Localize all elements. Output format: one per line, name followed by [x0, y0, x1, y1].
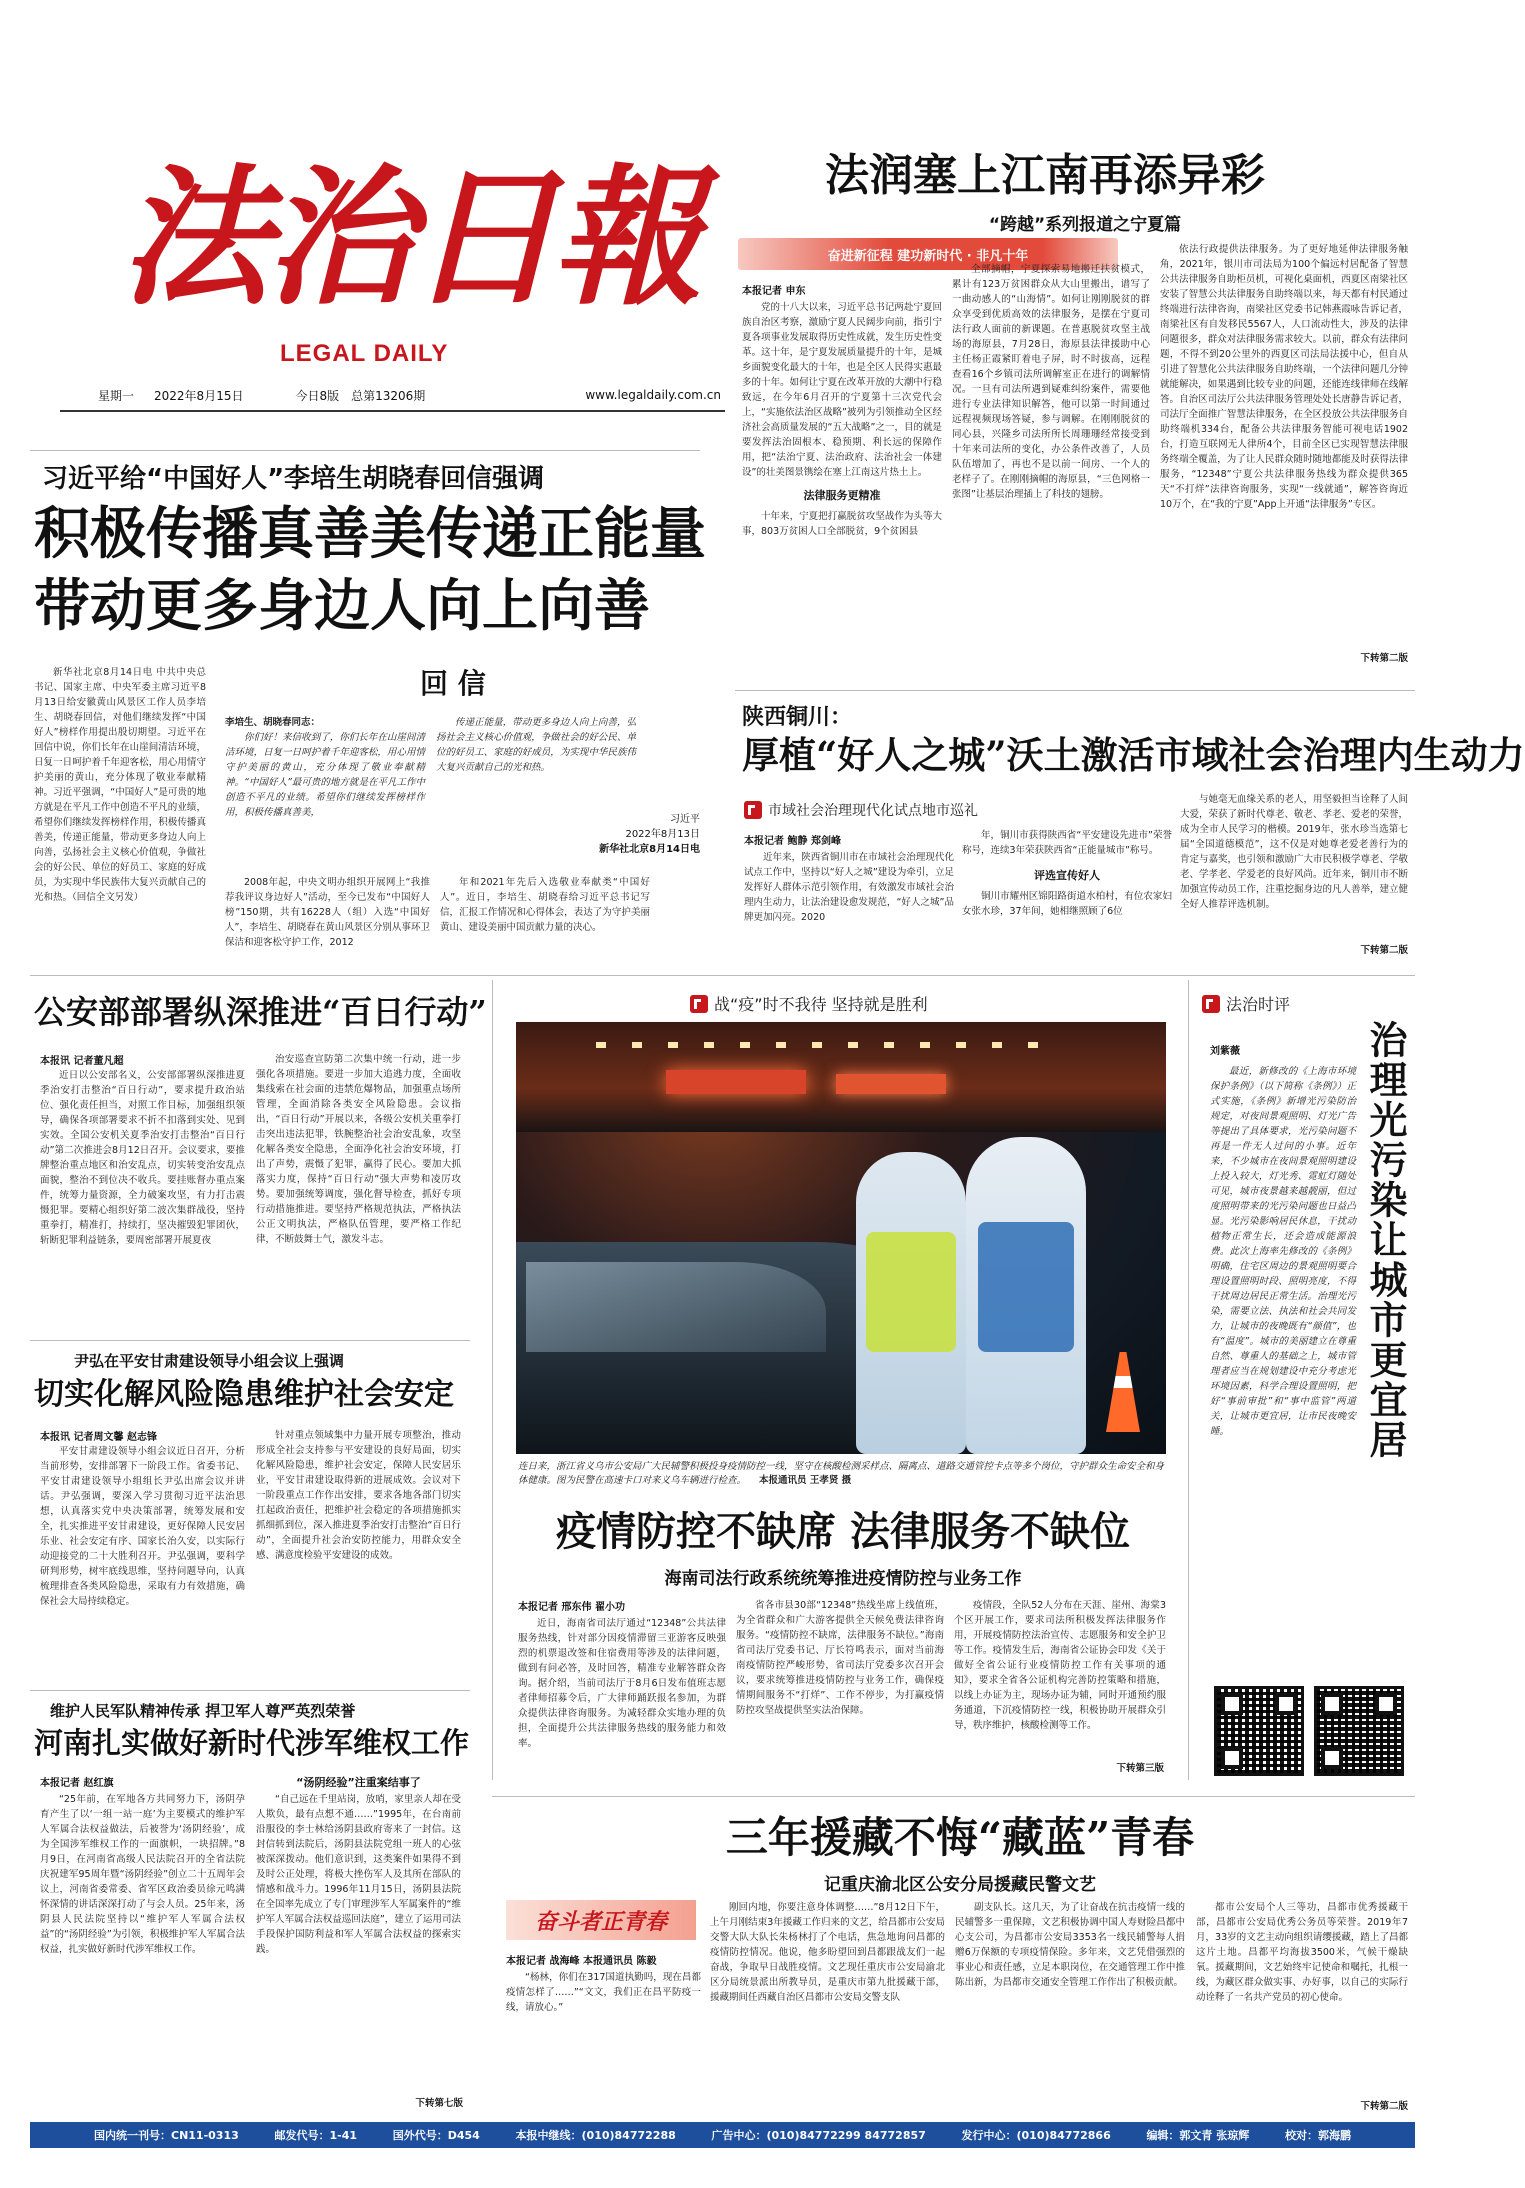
section-mark-icon	[744, 801, 762, 819]
covid-col-2-text: 省各市县30部“12348”热线坐席上线值班，为全省群众和广大游客提供全天候免费法律咨询服务。“疫情防控不缺席，法律服务不缺位。”海南省司法厅党委书记、厅长符鸣表示，面对当前海南疫情防控严峻形势，省司法厅党委多次召开会议，要求统筹推进疫情防控与业务工作，确保疫情期间服务不“打烊”、工作不停步，为打赢疫情防控攻坚战提供坚实法治保障。	[736, 1600, 944, 1716]
tibet-col-2	[710, 1900, 945, 2120]
divider	[30, 1690, 470, 1691]
gansu-col-2-text: 针对重点领域集中力量开展专项整治，推动形成全社会支持参与平安建设的良好局面，切实化解风险隐患，维护社会安定，保障人民安居乐业，平安甘肃建设取得新的进展成效。会议对下一阶段重点工作作出安排，要求各地各部门切实扛起政治责任，把维护社会稳定的各项措施抓实抓细抓到位，深入推进夏季治安打击整治“百日行动”，全面提升社会治安防控能力，用群众安全感、满意度检验平安建设的成效。	[256, 1430, 461, 1561]
issue-number: 总第13206期	[351, 388, 426, 403]
letter-signer: 习近平	[670, 814, 700, 825]
masthead	[30, 130, 730, 420]
xi-col-1	[34, 665, 206, 955]
issue-date: 2022年8月15日	[154, 388, 244, 403]
commentary-byline: 刘紫薇	[1210, 1046, 1240, 1057]
covid-col-2	[736, 1598, 944, 1766]
military-byline: 本报记者 赵红旗	[40, 1778, 114, 1789]
military-col-2	[256, 1792, 461, 2092]
covid-section-label: 战“疫”时不我待 坚持就是胜利	[714, 995, 928, 1014]
tibet-col-1-text: “杨林，你们在317国道执勤吗，现在昌都疫情怎样了……”“文文，我们正在昌平防疫一线，请放心。”	[506, 1972, 701, 2013]
photo-car-window	[526, 1262, 826, 1352]
qr-finder	[1321, 1693, 1343, 1715]
ningxia-continued: 下转第二版	[1360, 653, 1408, 664]
shaanxi-col-2-text-b: 铜川市耀州区锦阳路街道水柏村，有位农家妇女张水珍，37年间，她相继照顾了6位	[962, 891, 1172, 917]
ningxia-subhead: “跨越”系列报道之宁夏篇	[988, 215, 1182, 235]
ningxia-col-3	[1160, 242, 1408, 647]
gansu-byline: 本报讯 记者周文馨 赵志锋	[40, 1432, 157, 1443]
ningxia-col-2-text: 全部摘帽，宁夏探索易地搬迁扶贫模式，累计有123万贫困群众从大山里搬出，谱写了一曲动感人的“山海情”。如何让刚刚脱贫的群众享受到优质高效的法律服务，是摆在宁夏司法行政人面前的新课题。在普惠脱贫攻坚主战场的海原县，7月28日，海原县法律援助中心主任杨正霞紧盯着电子屏，时不时拔高，远程查看16个乡镇司法所调解室正在进行的调解情况。一旦有司法所遇到疑难纠纷案件，需要他进行专业法律知识解答，他可以第一时间通过远程视频现场答疑，参与调解。在刚刚脱贫的同心县，兴隆乡司法所所长周珊珊经常接受到十年来司法所的变化，办公条件改善了，人员队伍增加了，再也不是以前一间房、一个人的老样子了。在刚刚摘帽的海原县，“三色网格一张图”让基层治理插上了科技的翅膀。	[952, 264, 1150, 500]
divider	[30, 450, 700, 451]
gansu-col-1	[40, 1444, 245, 1684]
footer-postal-code: 邮发代号：1-41	[274, 2129, 358, 2142]
covid-col-1	[518, 1616, 726, 1766]
ningxia-col-2	[952, 262, 1150, 662]
shaanxi-col-1-text: 近年来，陕西省铜川市在市域社会治理现代化试点工作中，坚持以“好人之城”建设为牵引，立足发挥好人群体示范引领作用，有效激发市域社会治理内生动力，让法治建设愈发规范，“好人之城”品牌更加闪亮。2020	[744, 852, 954, 923]
footer-main-line: 本报中继线：(010)84772288	[515, 2129, 676, 2142]
letter-body-2: 传递正能量，带动更多身边人向上向善，弘扬社会主义核心价值观，争做社会的好公民、单位的好员工、家庭的好成员，为实现中华民族伟大复兴贡献自己的光和热。	[436, 717, 636, 773]
military-headline: 河南扎实做好新时代涉军维权工作	[34, 1726, 470, 1760]
ningxia-byline: 本报记者 申东	[742, 286, 806, 297]
xi-headline-line2: 带动更多身边人向上向善	[34, 573, 650, 639]
tibet-col-2-text: 刚回内地，你要注意身体调整……”8月12日下午，上午月刚结束3年援藏工作归来的文艺，给昌都市公安局交警大队大队长朱杨林打了个电话，焦急地询问昌都的疫情防控情况。他说，他多盼望回到昌都跟战友们一起奋战，争取早日战胜疫情。文艺现任重庆市公安局渝北区分局统景派出所教导员，是重庆市第九批援藏干部，援藏期间任西藏自治区昌都市公安局交警支队	[710, 1902, 945, 2003]
divider	[30, 1340, 470, 1341]
letter-source: 新华社北京8月14日电	[599, 844, 700, 855]
shaanxi-col-1	[744, 850, 954, 950]
masthead-info-line	[60, 382, 725, 408]
ningxia-col-1	[742, 300, 942, 610]
police-byline: 本报讯 记者董凡超	[40, 1056, 124, 1067]
photo-sign-right	[836, 1074, 946, 1094]
footer-cn-number: 国内统一刊号：CN11-0313	[94, 2129, 239, 2142]
shaanxi-byline: 本报记者 鲍静 郑剑峰	[744, 836, 841, 847]
letter-greeting: 李培生、胡晓春同志：	[225, 717, 321, 728]
shaanxi-kicker: 陕西铜川：	[742, 705, 853, 730]
footer-bar	[30, 2122, 1415, 2148]
xi-kicker: 习近平给“中国好人”李培生胡晓春回信强调	[42, 464, 545, 494]
tibet-banner	[506, 1900, 696, 1940]
section-mark-icon	[690, 995, 708, 1013]
vertical-divider-right	[1188, 980, 1189, 1780]
footer-distribution: 发行中心：(010)84772866	[961, 2129, 1111, 2142]
police-headline: 公安部部署纵深推进“百日行动”	[34, 993, 487, 1031]
gansu-kicker: 尹弘在平安甘肃建设领导小组会议上强调	[74, 1352, 345, 1370]
section-mark-icon	[1202, 995, 1220, 1013]
masthead-english: LEGAL DAILY	[280, 340, 449, 367]
photo-sign-left	[666, 1070, 806, 1094]
masthead-divider	[60, 410, 725, 412]
covid-subhead: 海南司法行政系统统筹推进疫情防控与业务工作	[664, 1569, 1022, 1589]
xi-headline-line1: 积极传播真善美传递正能量	[34, 501, 706, 567]
tibet-col-3-text: 副支队长。这几天，为了让奋战在抗击疫情一线的民辅警多一重保障，文艺积极协调中国人寿财险昌都中心支公司，为昌都市公安局3353名一线民辅警每人捐赠6万保额的专项疫情保险。多年来，文艺凭借强烈的事业心和责任感，立足本职岗位，在交通管理工作中推陈出新，为昌都市交通安全管理工作作出了积极贡献。	[955, 1902, 1185, 1988]
letter-body: 你们好！来信收到了，你们长年在山崖间清洁环境，日复一日呵护着千年迎客松，用心用情守护美丽的黄山，充分体现了敬业奉献精神。“中国好人”最可贵的地方就是在平凡工作中创造不平凡的业绩。希望你们继续发挥榜样作用，积极传播真善美，	[225, 732, 425, 818]
commentary-section	[1202, 992, 1290, 1015]
tibet-col-4-text: 都市公安局个人三等功，昌都市优秀援藏干部，昌都市公安局优秀公务员等荣誉。2019年7月，33岁的文艺主动向组织请缨援藏，踏上了昌都这片土地。昌都平均海拔3500米，气候干燥缺氧。援藏期间，文艺始终牢记使命和嘱托，扎根一线，为藏区群众做实事、办好事，以自己的实际行动诠释了一名共产党员的初心使命。	[1196, 1902, 1408, 2003]
xi-col-1-text: 新华社北京8月14日电 中共中央总书记、国家主席、中央军委主席习近平8月13日给安徽黄山风景区工作人员李培生、胡晓春回信，对他们继续发挥“中国好人”榜样作用提出殷切期望。习近平在回信中说，你们长年在山崖间清洁环境，日复一日呵护着千年迎客松，用心用情守护美丽的黄山，充分体现了敬业奉献精神。习近平强调，“中国好人”是可贵的地方就是在平凡工作中创造不平凡的业绩，希望你们继续发挥榜样作用，积极传播真善美，传递正能量，带动更多身边人向上向善，弘扬社会主义核心价值观，争做社会的好公民、单位的好员工、家庭的好成员，为实现中华民族伟大复兴贡献自己的光和热。（回信全文另发）	[34, 667, 206, 903]
covid-col-3	[954, 1598, 1166, 1758]
commentary-headline-text: 治理光污染让城市更宜居	[1363, 1020, 1408, 1460]
covid-section	[690, 992, 928, 1015]
photo-traffic-cone	[1106, 1352, 1140, 1432]
covid-byline: 本报记者 邢东伟 翟小功	[518, 1602, 625, 1613]
shaanxi-section	[744, 800, 978, 820]
divider	[492, 1796, 1415, 1797]
letter-signature	[560, 812, 700, 857]
shaanxi-col-3-text: 与她毫无血缘关系的老人，用坚毅担当诠释了人间大爱，荣获了新时代尊老、敬老、孝老、爱老的荣誉，成为全市人民学习的楷模。2019年，张水珍当选第七届“全国道德模范”，这不仅是对她尊老爱老善行为的肯定与嘉奖，也引领和激励广大市民积极学尊老、学敬老、学孝老、学爱老的良好风尚。近年来，铜川市不断加强宣传动员工作，注重挖掘身边的凡人善举，建立健全好人推荐评选机制。	[1180, 794, 1409, 910]
covid-caption-text: 连日来，浙江省义乌市公安局广大民辅警积极投身疫情防控一线，坚守在核酸检测采样点、隔离点、道路交通管控卡点等多个岗位，守护群众生命安全和身体健康。图为民警在高速卡口对来义乌车辆进行检查。	[518, 1461, 1165, 1486]
masthead-title: 法治日報	[120, 150, 697, 326]
ningxia-headline: 法润塞上江南再添异彩	[825, 150, 1265, 201]
tibet-continued: 下转第二版	[1360, 2101, 1408, 2112]
tibet-banner-text: 奋斗者正青春	[534, 1908, 667, 1935]
gansu-col-1-text: 平安甘肃建设领导小组会议近日召开，分析当前形势，安排部署下一阶段工作。省委书记、平安甘肃建设领导小组组长尹弘出席会议并讲话。尹弘强调，要深入学习贯彻习近平法治思想，认真落实党中央决策部署，统筹发展和安全，扎实推进平安甘肃建设，更好保障人民安居乐业、社会安定有序、国家长治久安，以实际行动迎接党的二十大胜利召开。尹弘强调，要科学研判形势，树牢底线思维，坚持问题导向，认真梳理排查各类风险隐患，采取有力有效措施，确保社会大局持续稳定。	[40, 1446, 245, 1607]
photo-lights	[596, 1042, 1056, 1048]
covid-headline: 疫情防控不缺席 法律服务不缺位	[556, 1508, 1130, 1555]
xi-col-4-text: 年和2021年先后入选敬业奉献类“中国好人”。近日，李培生、胡晓春给习近平总书记写信，汇报工作情况和心得体会，表达了为守护美丽黄山、建设美丽中国贡献力量的决心。	[440, 877, 650, 933]
qr-finder	[1321, 1747, 1343, 1769]
tibet-col-1	[506, 1970, 701, 2120]
commentary-headline	[1362, 1020, 1410, 1460]
ningxia-col-1-text-b: 十年来，宁夏把打赢脱贫攻坚战作为头等大事，803万贫困人口全部脱贫，9个贫困县	[742, 511, 942, 537]
military-col-2-subhead: “汤阴经验”注重案结事了	[296, 1776, 421, 1789]
gansu-col-2	[256, 1428, 461, 1683]
xi-col-3-text: 2008年起，中央文明办组织开展网上“我推荐我评议身边好人”活动，至今已发布“中国好人榜”150期，共有16228人（组）入选“中国好人”，李培生、胡晓春在黄山风景区分别从事环卫保洁和迎客松守护工作，2012	[225, 877, 430, 948]
tibet-headline: 三年援藏不悔“藏蓝”青春	[725, 1813, 1195, 1862]
footer-proofreader: 校对：郭海鹏	[1284, 2129, 1351, 2142]
ningxia-col-1-text: 党的十八大以来，习近平总书记两赴宁夏回族自治区考察，激励宁夏人民阔步向前，指引宁夏各项事业发展取得历史性成就，发生历史性变革。这十年，是宁夏发展质量提升的十年，是城乡面貌变化最大的十年，也是全区人民得实惠最多的十年。如何让宁夏在改革开放的大潮中行稳致远，在今年6月召开的宁夏第十三次党代会上，“实施依法治区战略”被列为引领推动全区经济社会高质量发展的“五大战略”之一，目的就是要发挥法治固根本、稳预期、利长远的保障作用，把“法治宁夏、法治政府、法治社会一体建设”的壮美图景镌绘在塞上江南这片热土上。	[742, 302, 942, 478]
qr-code-right[interactable]	[1314, 1686, 1404, 1776]
shaanxi-continued: 下转第二版	[1360, 945, 1408, 956]
divider	[735, 690, 1415, 691]
weekday: 星期一	[98, 388, 135, 403]
police-col-2-text: 治安巡查宣防第二次集中统一行动，进一步强化各项措施。要进一步加大追逃力度，全面收集线索在社会面的违禁危爆物品，加强重点场所管理，全面消除各类安全风险隐患。会议指出，“百日行动”开展以来，各级公安机关重拳打击突出违法犯罪，铁腕整治社会治安乱象，攻坚化解各类安全隐患，全面净化社会治安环境，打出了声势，震慑了犯罪，赢得了民心。要加大抓落实力度，保持“百日行动”强大声势和凌厉攻势。要加强统筹调度，强化督导检查，抓好专项行动措施推进。要坚持严格规范执法，严格执法公正文明执法，严格队伍管理，要严格工作纪律，不断鼓舞士气，激发斗志。	[256, 1054, 461, 1245]
tibet-col-4	[1196, 1900, 1408, 2100]
ningxia-col-1-subhead: 法律服务更精准	[803, 489, 881, 502]
letter-col-1	[225, 715, 425, 865]
shaanxi-headline: 厚植“好人之城”沃土激活市域社会治理内生动力	[742, 733, 1525, 777]
footer-foreign-code: 国外代号：D454	[392, 2129, 480, 2142]
military-continued: 下转第七版	[415, 2098, 463, 2109]
covid-continued: 下转第三版	[1116, 1763, 1164, 1774]
commentary-section-label: 法治时评	[1226, 995, 1291, 1014]
police-col-2	[256, 1052, 461, 1337]
covid-caption-credit: 本报通讯员 王孝贤 摄	[759, 1475, 852, 1486]
shaanxi-col-2-text: 年，铜川市获得陕西省“平安建设先进市”荣誉称号，连续3年荣获陕西省“正能量城市”称号。	[962, 830, 1172, 856]
qr-finder	[1221, 1747, 1243, 1769]
commentary-body	[1210, 1064, 1356, 1714]
vertical-divider-left	[492, 980, 493, 1780]
gansu-headline: 切实化解风险隐患维护社会安定	[34, 1377, 454, 1412]
photo-worker-2-vest	[978, 1222, 1074, 1352]
tibet-subhead: 记重庆渝北区公安分局援藏民警文艺	[824, 1875, 1096, 1895]
footer-editors: 编辑：郭文青 张琼辉	[1146, 2129, 1250, 2142]
letter-col-2	[436, 715, 636, 815]
page-count: 今日8版	[295, 388, 340, 403]
military-kicker: 维护人民军队精神传承 捍卫军人尊严英烈荣誉	[50, 1702, 356, 1720]
military-col-1	[40, 1792, 245, 2092]
website-link[interactable]: www.legaldaily.com.cn	[585, 388, 721, 402]
covid-caption	[518, 1460, 1164, 1488]
police-col-1	[40, 1068, 245, 1338]
police-col-1-text: 近日以公安部名义，公安部部署纵深推进夏季治安打击整治“百日行动”，要求提升政治站位、强化责任担当，对照工作目标，加强组织领导，确保各项部署要求不折不扣落到实处、见到实效。全国公安机关夏季治安打击整治“百日行动”第二次推进会8月12日召开。会议要求，要推牌整治重点地区和治安乱点，切实转变治安乱点面貌，整治不到位决不收兵。要挂账督办重点案件，统筹力量资源，全力破案攻坚，有力打击震慑犯罪。要精心组织好第二波次集群战役，坚持重拳打，精准打，持续打，坚决摧毁犯罪团伙，斩断犯罪利益链条，要周密部署开展夏夜	[40, 1070, 245, 1246]
letter-date: 2022年8月13日	[625, 829, 700, 840]
photo-worker-1-vest	[866, 1232, 956, 1352]
covid-col-3-text: 疫情段，全队52人分布在天涯、崖州、海棠3个区开展工作，要求司法所积极发挥法律服务作用，开展疫情防控法治宣传、志愿服务和安全护卫等工作。疫情发生后，海南省公证协会印发《关于做好全省公证行业疫情防控工作有关事项的通知》，要求全省各公证机构完善防控策略和措施，以线上办证为主，现场办证为辅，同时开通预约服务通道，下沉疫情防控一线，积极协助开展群众引导，秩序维护，核酸检测等工作。	[954, 1600, 1166, 1731]
shaanxi-col-2	[962, 828, 1172, 953]
tibet-byline: 本报记者 战海峰 本报通讯员 陈毅	[506, 1956, 657, 1967]
xi-col-3	[225, 875, 430, 965]
ningxia-banner-text: 奋进新征程 建功新时代 · 非凡十年	[827, 248, 1029, 264]
covid-col-1-text: 近日，海南省司法厅通过“12348”公共法律服务热线，针对部分因疫情滞留三亚游客反映强烈的机票退改签和住宿费用等涉及的法律问题，做到有问必答，及时回答，精准专业解答群众咨询。据介绍，当前司法厅于8月6日发布值班志愿者律师招募令后，广大律师踊跃报名参加，为群众提供法律咨询服务。为减轻群众实地办理的负担，全面提升公共法律服务热线的服务能力和效率。	[518, 1618, 726, 1749]
military-col-2-text: “自己远在千里站岗，放哨，家里亲人却在受人欺负，最有点想不通……”1995年，在台南前沿服役的李士林给汤阴县政府寄来了一封信。这封信转到法院后，汤阴县法院党组一班人的心弦被深深拨动。他们意识到，这类案件如果得不到及时公正处理，将极大挫伤军人及其所在部队的情感和战斗力。1996年11月15日，汤阴县法院在全国率先成立了专门审理涉军人军属案件的“维护军人军属合法权益巡回法庭”，建立了运用司法手段保护国防利益和军人军属合法权益的探索实践。	[256, 1794, 461, 1955]
tibet-col-3	[955, 1900, 1185, 2120]
shaanxi-section-label: 市域社会治理现代化试点地市巡礼	[768, 803, 978, 819]
qr-finder	[1221, 1693, 1243, 1715]
shaanxi-col-3	[1180, 792, 1408, 940]
letter-title: 回 信	[420, 667, 486, 700]
military-col-1-text: “25年前，在军地各方共同努力下，汤阴孕育产生了以‘一组一站一庭’为主要模式的维护军人军属合法权益做法，后被誉为‘汤阴经验’，成为全国涉军维权工作的一面旗帜，一块招牌。”8月9日，在河南省高级人民法院召开的全省法院庆祝建军95周年暨“汤阴经验”创立二十五周年会议上，河南省委常委、省军区政治委员徐元鸣满怀深情的讲话深深打动了与会人员。25年来，汤阴县人民法院坚持以“维护军人军属合法权益”的“汤阴经验”为引领，积极维护军人军属合法权益，扎实做好新时代涉军维权工作。	[40, 1794, 245, 1955]
ningxia-col-3-text: 依法行政提供法律服务。为了更好地延伸法律服务触角，2021年，银川市司法局为100个偏远村居配备了智慧公共法律服务自助柜员机，可视化桌面机，西夏区南梁社区安装了智慧公共法律服务自助终端以来，每天都有村民通过终端进行法律咨询，南梁社区党委书记韩燕霞咏告诉记者，南梁社区有自发移民5567人，人口流动性大，涉及的法律问题很多，群众对法律服务需求较大。以前，群众有法律问题，不得不到20公里外的西夏区司法局法援中心，但自从引进了智慧化公共法律服务自助终端，一个法律问题几分钟就能解决，如果遇到比较专业的问题，还能连线律师在线解答。自治区司法厅公共法律服务管理处处长唐静告诉记者，司法厅全面推广智慧法律服务，在全区投放公共法律服务自助终端机334台，配备公共法律服务智能可视电话1902台，打造互联网无人律所4个，目前全区已实现智慧法律服务终端全覆盖，为了让人民群众随时随地都能及时获得法律服务，“12348”宁夏公共法律服务热线为群众提供365天“不打烊”法律咨询服务，实现“一线就通”，解答咨询近10万个，在“我的宁夏”App上开通“法律服务”专区。	[1160, 244, 1408, 510]
qr-finder	[1275, 1693, 1297, 1715]
divider	[30, 975, 1415, 976]
footer-ad-center: 广告中心：(010)84772299 84772857	[711, 2129, 926, 2142]
qr-finder	[1375, 1693, 1397, 1715]
masthead-logo	[120, 148, 697, 328]
shaanxi-col-2-subhead: 评选宣传好人	[1034, 869, 1100, 882]
xi-col-4	[440, 875, 650, 965]
qr-code-left[interactable]	[1214, 1686, 1304, 1776]
covid-photo	[516, 1022, 1166, 1454]
commentary-body-text: 最近，新修改的《上海市环境保护条例》（以下简称《条例》）正式实施，《条例》新增光污染防治规定，对夜间景观照明、灯光广告等提出了具体要求，光污染问题不再是一件无人过问的小事。近年来，不少城市在夜间景观照明建设上投入较大，灯光秀、霓虹灯随处可见，城市夜景越来越靓丽，但过度照明带来的光污染问题也日益凸显。光污染影响居民休息，干扰动植物正常生长，还会造成能源浪费。此次上海率先修改的《条例》明确，住宅区周边的景观照明要合理设置照明时段、照明亮度，不得干扰周边居民正常生活。治理光污染，需要立法、执法和社会共同发力，让城市的夜晚既有“颜值”，也有“温度”。城市的美丽建立在尊重自然、尊重人的基础之上，城市管理者应当在规划建设中充分考虑光环境因素，科学合理设置照明，把好“事前审批”和“事中监管”两道关，让城市更宜居，让市民夜晚安睡。	[1210, 1066, 1356, 1437]
